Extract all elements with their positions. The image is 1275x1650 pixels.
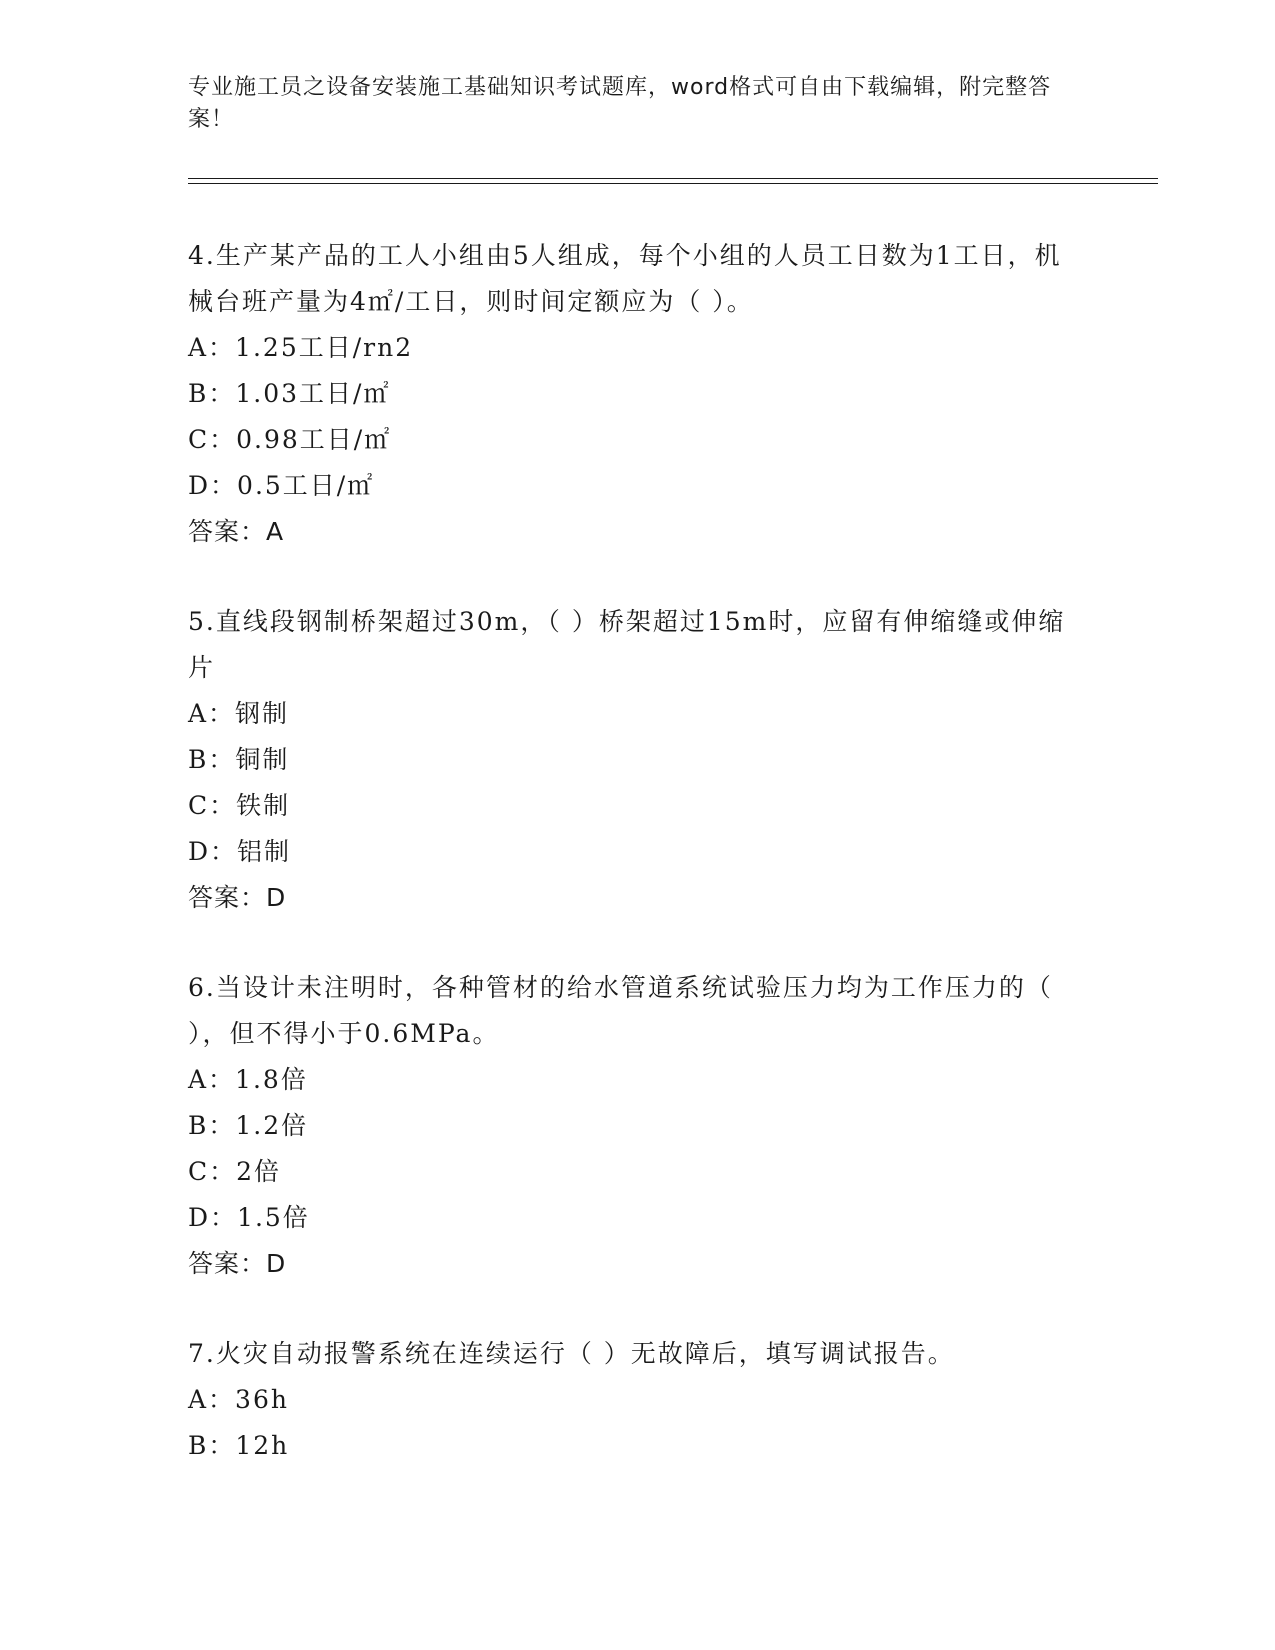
question-7 xyxy=(188,1331,1088,1469)
answer: 答案：D xyxy=(188,883,287,912)
option-c: C：2倍 xyxy=(188,1157,282,1186)
option-d: D：0.5工日/㎡ xyxy=(188,471,375,500)
option-b: B：1.03工日/㎡ xyxy=(188,379,391,408)
document-header: 专业施工员之设备安装施工基础知识考试题库，word格式可自由下载编辑，附完整答案！ xyxy=(188,75,1052,132)
question-stem: 4.生产某产品的工人小组由5人组成，每个小组的人员工日数为1工日，机械台班产量为4㎡/工日，则时间定额应为（ ）。 xyxy=(188,241,1062,316)
question-5 xyxy=(188,599,1088,921)
header-divider-bottom xyxy=(188,183,1158,184)
option-a: A：1.8倍 xyxy=(188,1065,308,1094)
option-a: A：1.25工日/rn2 xyxy=(188,333,414,362)
option-b: B：铜制 xyxy=(188,745,290,774)
header-divider-top xyxy=(188,178,1158,179)
question-4 xyxy=(188,233,1088,555)
option-d: D：铝制 xyxy=(188,837,292,866)
option-c: C：0.98工日/㎡ xyxy=(188,425,392,454)
answer: 答案：A xyxy=(188,517,285,546)
option-a: A：钢制 xyxy=(188,699,290,728)
option-b: B：12h xyxy=(188,1431,290,1460)
answer: 答案：D xyxy=(188,1249,287,1278)
question-stem: 6.当设计未注明时，各种管材的给水管道系统试验压力均为工作压力的（ ），但不得小于0.6MPa。 xyxy=(188,973,1053,1048)
option-b: B：1.2倍 xyxy=(188,1111,309,1140)
question-stem: 7.火灾自动报警系统在连续运行（ ）无故障后，填写调试报告。 xyxy=(188,1339,955,1368)
question-stem: 5.直线段钢制桥架超过30m，（ ）桥架超过15m时，应留有伸缩缝或伸缩片 xyxy=(188,607,1066,682)
option-d: D：1.5倍 xyxy=(188,1203,310,1232)
option-c: C：铁制 xyxy=(188,791,291,820)
question-6 xyxy=(188,965,1088,1287)
option-a: A：36h xyxy=(188,1385,289,1414)
